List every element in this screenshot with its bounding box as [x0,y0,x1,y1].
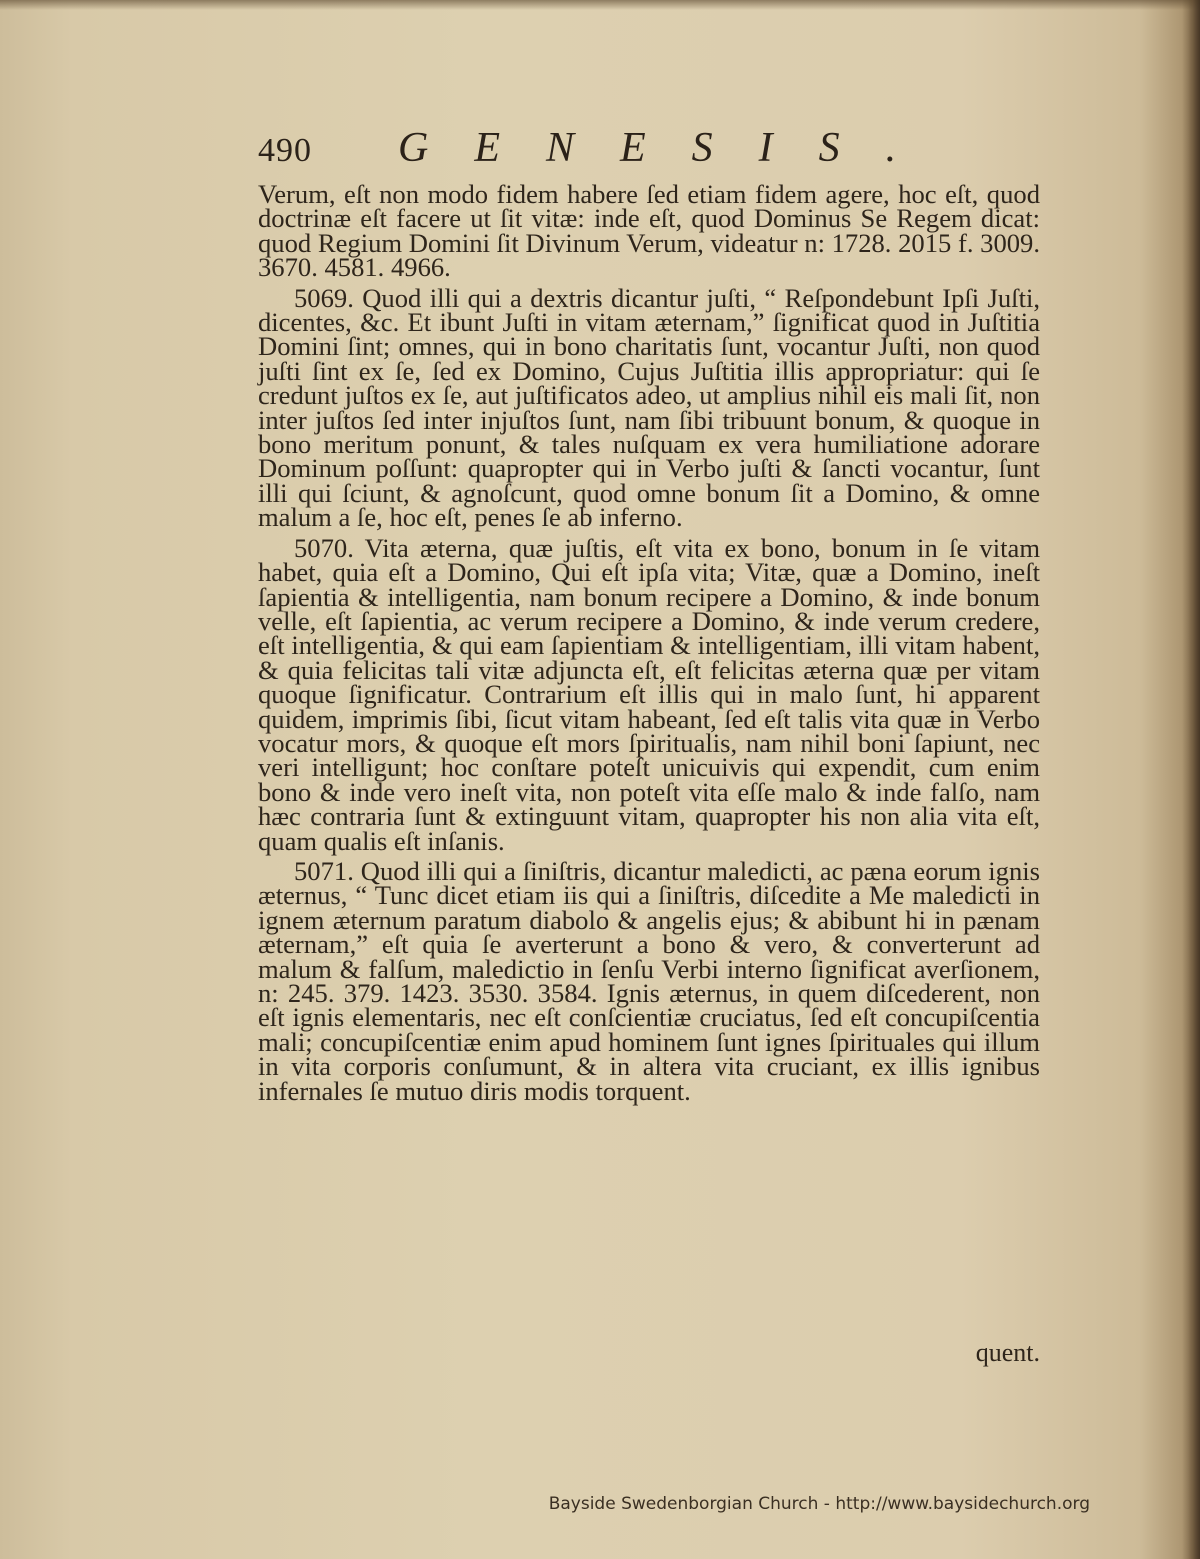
page-header [258,118,1058,174]
paragraph-5070: 5070. Vita æterna, quæ juſtis, eſt vita ex bono, bonum in ſe vitam habet, quia eſt a Domino, Qui eſt ipſa vita; Vitæ, quæ a Domino, ineſt ſapientia & intelligentia, nam bonum recipere a Domino, & inde bonum velle, eſt ſapientia, ac verum recipere a Domino, & inde verum credere, eſt intelligentia, & qui eam ſapientiam & intelligentiam, illi vitam habent, & quia felicitas tali vitæ adjuncta eſt, eſt felicitas æterna quæ per vitam quoque ſignificatur. Contrarium eſt illis qui in malo ſunt, hi apparent quidem, imprimis ſibi, ſicut vitam habeant, ſed eſt talis vita quæ in Verbo vocatur mors, & quoque eſt mors ſpiritualis, nam nihil boni ſapiunt, nec veri intelligunt; hoc conſtare poteſt unicuivis qui expendit, cum enim bono & inde vero ineſt vita, non poteſt vita eſſe malo & inde falſo, nam hæc contraria ſunt & extinguunt vitam, quapropter his non alia vita eſt, quam qualis eſt inſanis. [258,532,1040,856]
paragraph-continuation: Verum, eſt non modo fidem habere ſed etiam fidem agere, hoc eſt, quod doctrinæ eſt facere ut ſit vitæ: inde eſt, quod Dominus Se Regem dicat: quod Regium Domini ſit Divinum Verum, videatur n: 1728. 2015 f. 3009. 3670. 4581. 4966. [258,179,1040,283]
paragraph-5069: 5069. Quod illi qui a dextris dicantur juſti, “ Reſpondebunt Ipſi Juſti, dicentes, &c. Et ibunt Juſti in vitam æternam,” ſignificat quod in Juſtitia Domini ſint; omnes, qui in bono charitatis ſunt, vocantur Juſti, non quod juſti ſint ex ſe, ſed ex Domino, Cujus Juſtitia illis appropriatur: qui ſe credunt juſtos ex ſe, aut juſtificatos adeo, ut amplius nihil eis mali ſit, non inter juſtos ſed inter injuſtos ſunt, nam ſibi tribuunt bonum, & quoque in bono meritum ponunt, & tales nuſquam ex vera humiliatione adorare Dominum poſſunt: quapropter qui in Verbo juſti & ſancti vocantur, ſunt illi qui ſciunt, & agnoſcunt, quod omne bonum ſit a Domino, & omne malum a ſe, hoc eſt, penes ſe ab inferno. [258,282,1040,533]
page-gutter-shadow [1182,0,1200,1559]
catchword: quent. [975,1338,1040,1367]
page-top-edge [0,0,1200,10]
body-text [258,179,1040,1109]
footer-credit: Bayside Swedenborgian Church - http://www.baysidechurch.org [548,1494,1090,1514]
page-number: 490 [258,132,312,169]
running-title: GENESIS. [398,125,943,171]
paragraph-5071: 5071. Quod illi qui a ſiniſtris, dicantur maledicti, ac pæna eorum ignis æternus, “ Tunc dicet etiam iis qui a ſiniſtris, diſcedite a Me maledicti in ignem æternum paratum diabolo & angelis ejus; & abibunt hi in pænam æternam,” eſt quia ſe averterunt a bono & vero, & converterunt ad malum & falſum, maledictio in ſenſu Verbi interno ſignificat averſionem, n: 245. 379. 1423. 3530. 3584. Ignis æternus, in quem diſcederent, non eſt ignis elementaris, nec eſt conſcientiæ cruciatus, ſed eſt concupiſcentia mali; concupiſcentiæ enim apud hominem ſunt ignes ſpirituales qui illum in vita corporis conſumunt, & in altera vita cruciant, ex illis ignibus infernales ſe mutuo diris modis torquent. [258,855,1040,1106]
